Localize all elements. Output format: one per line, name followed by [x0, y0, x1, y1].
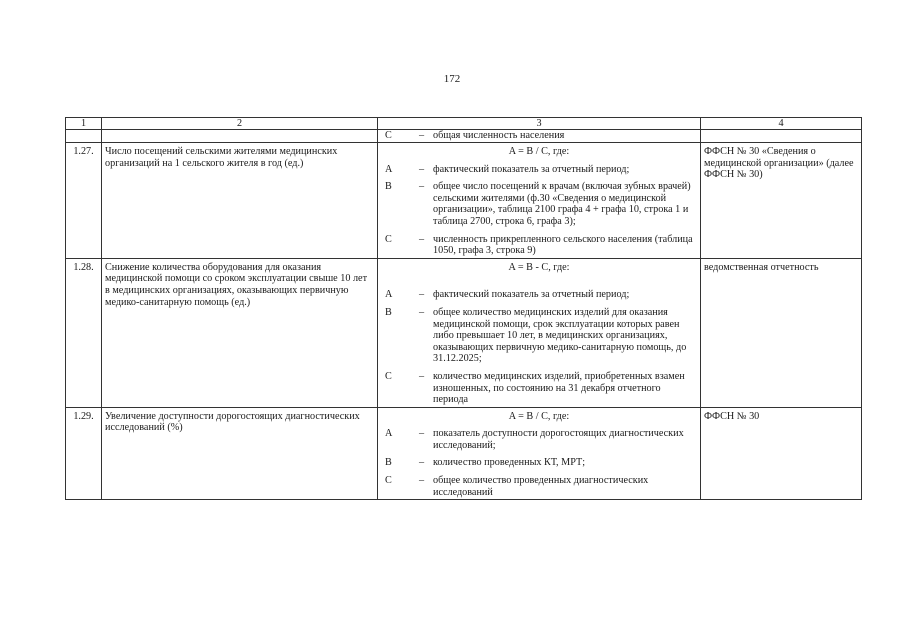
definition-item: [381, 457, 697, 469]
indicator-table: [65, 117, 862, 500]
definition-letter: A: [385, 163, 393, 175]
definition-letter: A: [385, 289, 393, 301]
definition-letter: C: [385, 475, 392, 487]
definition-text: фактический показатель за отчетный период;: [433, 289, 630, 301]
indicator-name: Число посещений сельскими жителями медицинских организаций на 1 сельского жителя в год (ед.): [102, 143, 378, 259]
definition-dash: –: [419, 233, 425, 245]
definition-letter: C: [385, 370, 392, 382]
table-row: [66, 143, 862, 259]
data-source: ФФСН № 30: [701, 407, 862, 500]
method-cell: [378, 143, 701, 259]
definition-dash: –: [419, 475, 425, 487]
table-cell: [378, 130, 701, 143]
table-row: [66, 407, 862, 500]
definition-letter: B: [385, 306, 392, 318]
definition-text: общее число посещений к врачам (включая зубных врачей) сельскими жителями (ф.30 «Сведения о медицинской организации», таблица 2100 графа 4 + графа 10, строка 1 и таблица 2700, строка 6, графа 3);: [433, 181, 691, 227]
continuation-row: [66, 130, 862, 143]
row-number: 1.27.: [66, 143, 102, 259]
definition-dash: –: [419, 181, 425, 193]
definition-item: [381, 164, 697, 176]
definition-item: [381, 289, 697, 301]
data-source: ведомственная отчетность: [701, 258, 862, 407]
definition-letter: B: [385, 181, 392, 193]
table-cell: [701, 130, 862, 143]
column-header: 2: [102, 118, 378, 130]
table-cell: [66, 130, 102, 143]
definition-dash: –: [419, 370, 425, 382]
column-header: 1: [66, 118, 102, 130]
column-header: 4: [701, 118, 862, 130]
definition-text: численность прикрепленного сельского населения (таблица 1050, графа 3, строка 9): [433, 233, 693, 257]
definition-item: [381, 130, 697, 142]
row-number: 1.28.: [66, 258, 102, 407]
definition-item: [381, 234, 697, 257]
method-cell: [378, 407, 701, 500]
definition-item: [381, 475, 697, 498]
definition-dash: –: [419, 428, 425, 440]
definition-dash: –: [419, 130, 425, 141]
definition-text: количество проведенных КТ, МРТ;: [433, 457, 586, 469]
table-row: [66, 258, 862, 407]
definition-text: общее количество проведенных диагностических исследований: [433, 475, 649, 498]
definition-letter: C: [385, 130, 392, 141]
definition-item: [381, 307, 697, 365]
definition-item: [381, 371, 697, 406]
definition-item: [381, 181, 697, 227]
formula: A = B / C, где:: [508, 146, 570, 157]
definition-text: общее количество медицинских изделий для оказания медицинской помощи, срок эксплуатации которых равен либо превышает 10 лет, в медицинских организациях, оказывающих первичную медико-санитарную помощь, до 31.12.2025;: [433, 306, 687, 365]
method-cell: [378, 258, 701, 407]
indicator-name: Увеличение доступности дорогостоящих диагностических исследований (%): [102, 407, 378, 500]
table-cell: [102, 130, 378, 143]
formula: A = B / C, где:: [508, 410, 570, 422]
data-source: ФФСН № 30 «Сведения о медицинской организации» (далее ФФСН № 30): [701, 143, 862, 259]
definition-dash: –: [419, 289, 425, 301]
definition-text: общая численность населения: [433, 130, 565, 141]
definition-text: количество медицинских изделий, приобретенных взамен изношенных, по состоянию на 31 декабря отчетного периода: [433, 370, 685, 406]
column-header: 3: [378, 118, 701, 130]
definition-dash: –: [419, 306, 425, 318]
definition-text: показатель доступности дорогостоящих диагностических исследований;: [433, 428, 684, 451]
row-number: 1.29.: [66, 407, 102, 500]
definition-text: фактический показатель за отчетный период;: [433, 163, 630, 175]
page-number: 172: [443, 73, 461, 85]
definition-letter: C: [385, 233, 392, 245]
definition-dash: –: [419, 457, 425, 469]
table-header-row: [66, 118, 862, 130]
definition-letter: B: [385, 457, 392, 469]
definition-dash: –: [419, 163, 425, 175]
definition-item: [381, 428, 697, 451]
indicator-name: Снижение количества оборудования для оказания медицинской помощи со сроком эксплуатации свыше 10 лет в медицинских организациях, оказывающих первичную медико-санитарную помощь (ед.): [102, 258, 378, 407]
formula: A = B - C, где:: [508, 261, 570, 273]
definition-letter: A: [385, 428, 393, 440]
